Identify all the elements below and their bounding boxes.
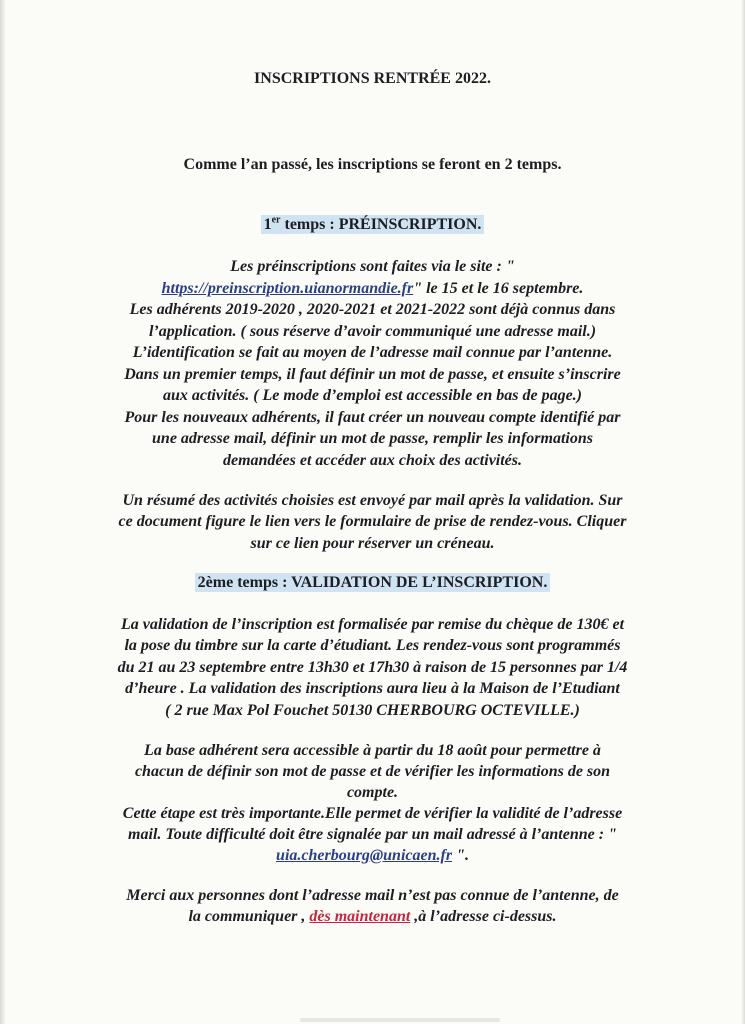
section2-line-9: Cette étape est très importante.Elle permet de vérifier la validité de l’adresse bbox=[122, 805, 623, 822]
section2-heading bbox=[0, 574, 745, 592]
section1-line-2-after: " le 15 et le 16 septembre. bbox=[413, 280, 584, 297]
section2-line-8: compte. bbox=[346, 784, 399, 801]
section1-line-10: demandées et accéder aux choix des activités. bbox=[222, 452, 523, 469]
section2-heading-text: 2ème temps : VALIDATION DE L’INSCRIPTION. bbox=[195, 573, 551, 592]
section1-heading-num: 1 bbox=[263, 216, 272, 233]
section2-line-13 bbox=[0, 908, 745, 926]
section1-line-4: l’application. ( sous réserve d’avoir communiqué une adresse mail.) bbox=[148, 323, 597, 340]
section1-line-7: aux activités. ( Le mode d’emploi est accessible en bas de page.) bbox=[162, 387, 582, 404]
antenne-email-link[interactable]: uia.cherbourg@unicaen.fr bbox=[276, 847, 453, 864]
document-title: INSCRIPTIONS RENTRÉE 2022. bbox=[254, 70, 491, 87]
section1-line-5: L’identification se fait au moyen de l’adresse mail connue par l’antenne. bbox=[132, 344, 613, 361]
scan-edge-left bbox=[0, 0, 6, 1024]
section2-line-12: Merci aux personnes dont l’adresse mail n’est pas connue de l’antenne, de bbox=[126, 887, 619, 904]
section2-line-1: La validation de l’inscription est formalisée par remise du chèque de 130€ et bbox=[120, 616, 625, 633]
section2-line-11 bbox=[0, 847, 745, 865]
section2-line-3: du 21 au 23 septembre entre 13h30 et 17h30 à raison de 15 personnes par 1/4 bbox=[117, 659, 628, 676]
section1-heading bbox=[0, 216, 745, 234]
section1-line-13: sur ce lien pour réserver un créneau. bbox=[250, 535, 495, 552]
preinscription-link[interactable]: https://preinscription.uianormandie.fr bbox=[161, 280, 414, 297]
section2-line-2: la pose du timbre sur la carte d’étudiant. Les rendez-vous sont programmés bbox=[124, 637, 621, 654]
section2-line-5: ( 2 rue Max Pol Fouchet 50130 CHERBOURG OCTEVILLE.) bbox=[165, 702, 580, 719]
section2-line-7: chacun de définir son mot de passe et de vérifier les informations de son bbox=[134, 763, 611, 780]
section2-line-6: La base adhérent sera accessible à partir du 18 août pour permettre à bbox=[144, 742, 601, 759]
section1-line-2 bbox=[0, 280, 745, 298]
section1-line-8: Pour les nouveaux adhérents, il faut créer un nouveau compte identifié par bbox=[124, 409, 621, 426]
section1-heading-sup: er bbox=[271, 214, 281, 226]
section2-line-4: d’heure . La validation des inscriptions aura lieu à la Maison de l’Etudiant bbox=[125, 680, 620, 697]
intro-text: Comme l’an passé, les inscriptions se feront en 2 temps. bbox=[183, 156, 562, 173]
section1-line-6: Dans un premier temps, il faut définir un mot de passe, et ensuite s’inscrire bbox=[124, 366, 621, 383]
section2-line-10: mail. Toute difficulté doit être signalée par un mail adressé à l’antenne : " bbox=[128, 826, 617, 843]
des-maintenant-emphasis: dès maintenant bbox=[309, 908, 411, 925]
section1-line-11: Un résumé des activités choisies est envoyé par mail après la validation. Sur bbox=[122, 492, 623, 509]
scan-edge-right bbox=[741, 0, 745, 1024]
section1-heading-text: temps : PRÉINSCRIPTION. bbox=[280, 216, 482, 233]
section1-line-9: une adresse mail, définir un mot de passe, remplir les informations bbox=[152, 430, 593, 447]
section1-line-1: Les préinscriptions sont faites via le site : " bbox=[230, 258, 515, 275]
section2-line-11-after: ". bbox=[452, 847, 469, 864]
scan-footer-smudge bbox=[300, 1018, 500, 1022]
section2-line-13-before: la communiquer , bbox=[188, 908, 310, 925]
section1-line-3: Les adhérents 2019-2020 , 2020-2021 et 2021-2022 sont déjà connus dans bbox=[129, 301, 616, 318]
section1-line-12: ce document figure le lien vers le formulaire de prise de rendez-vous. Cliquer bbox=[118, 513, 627, 530]
section2-line-13-after: ,à l’adresse ci-dessus. bbox=[410, 908, 557, 925]
